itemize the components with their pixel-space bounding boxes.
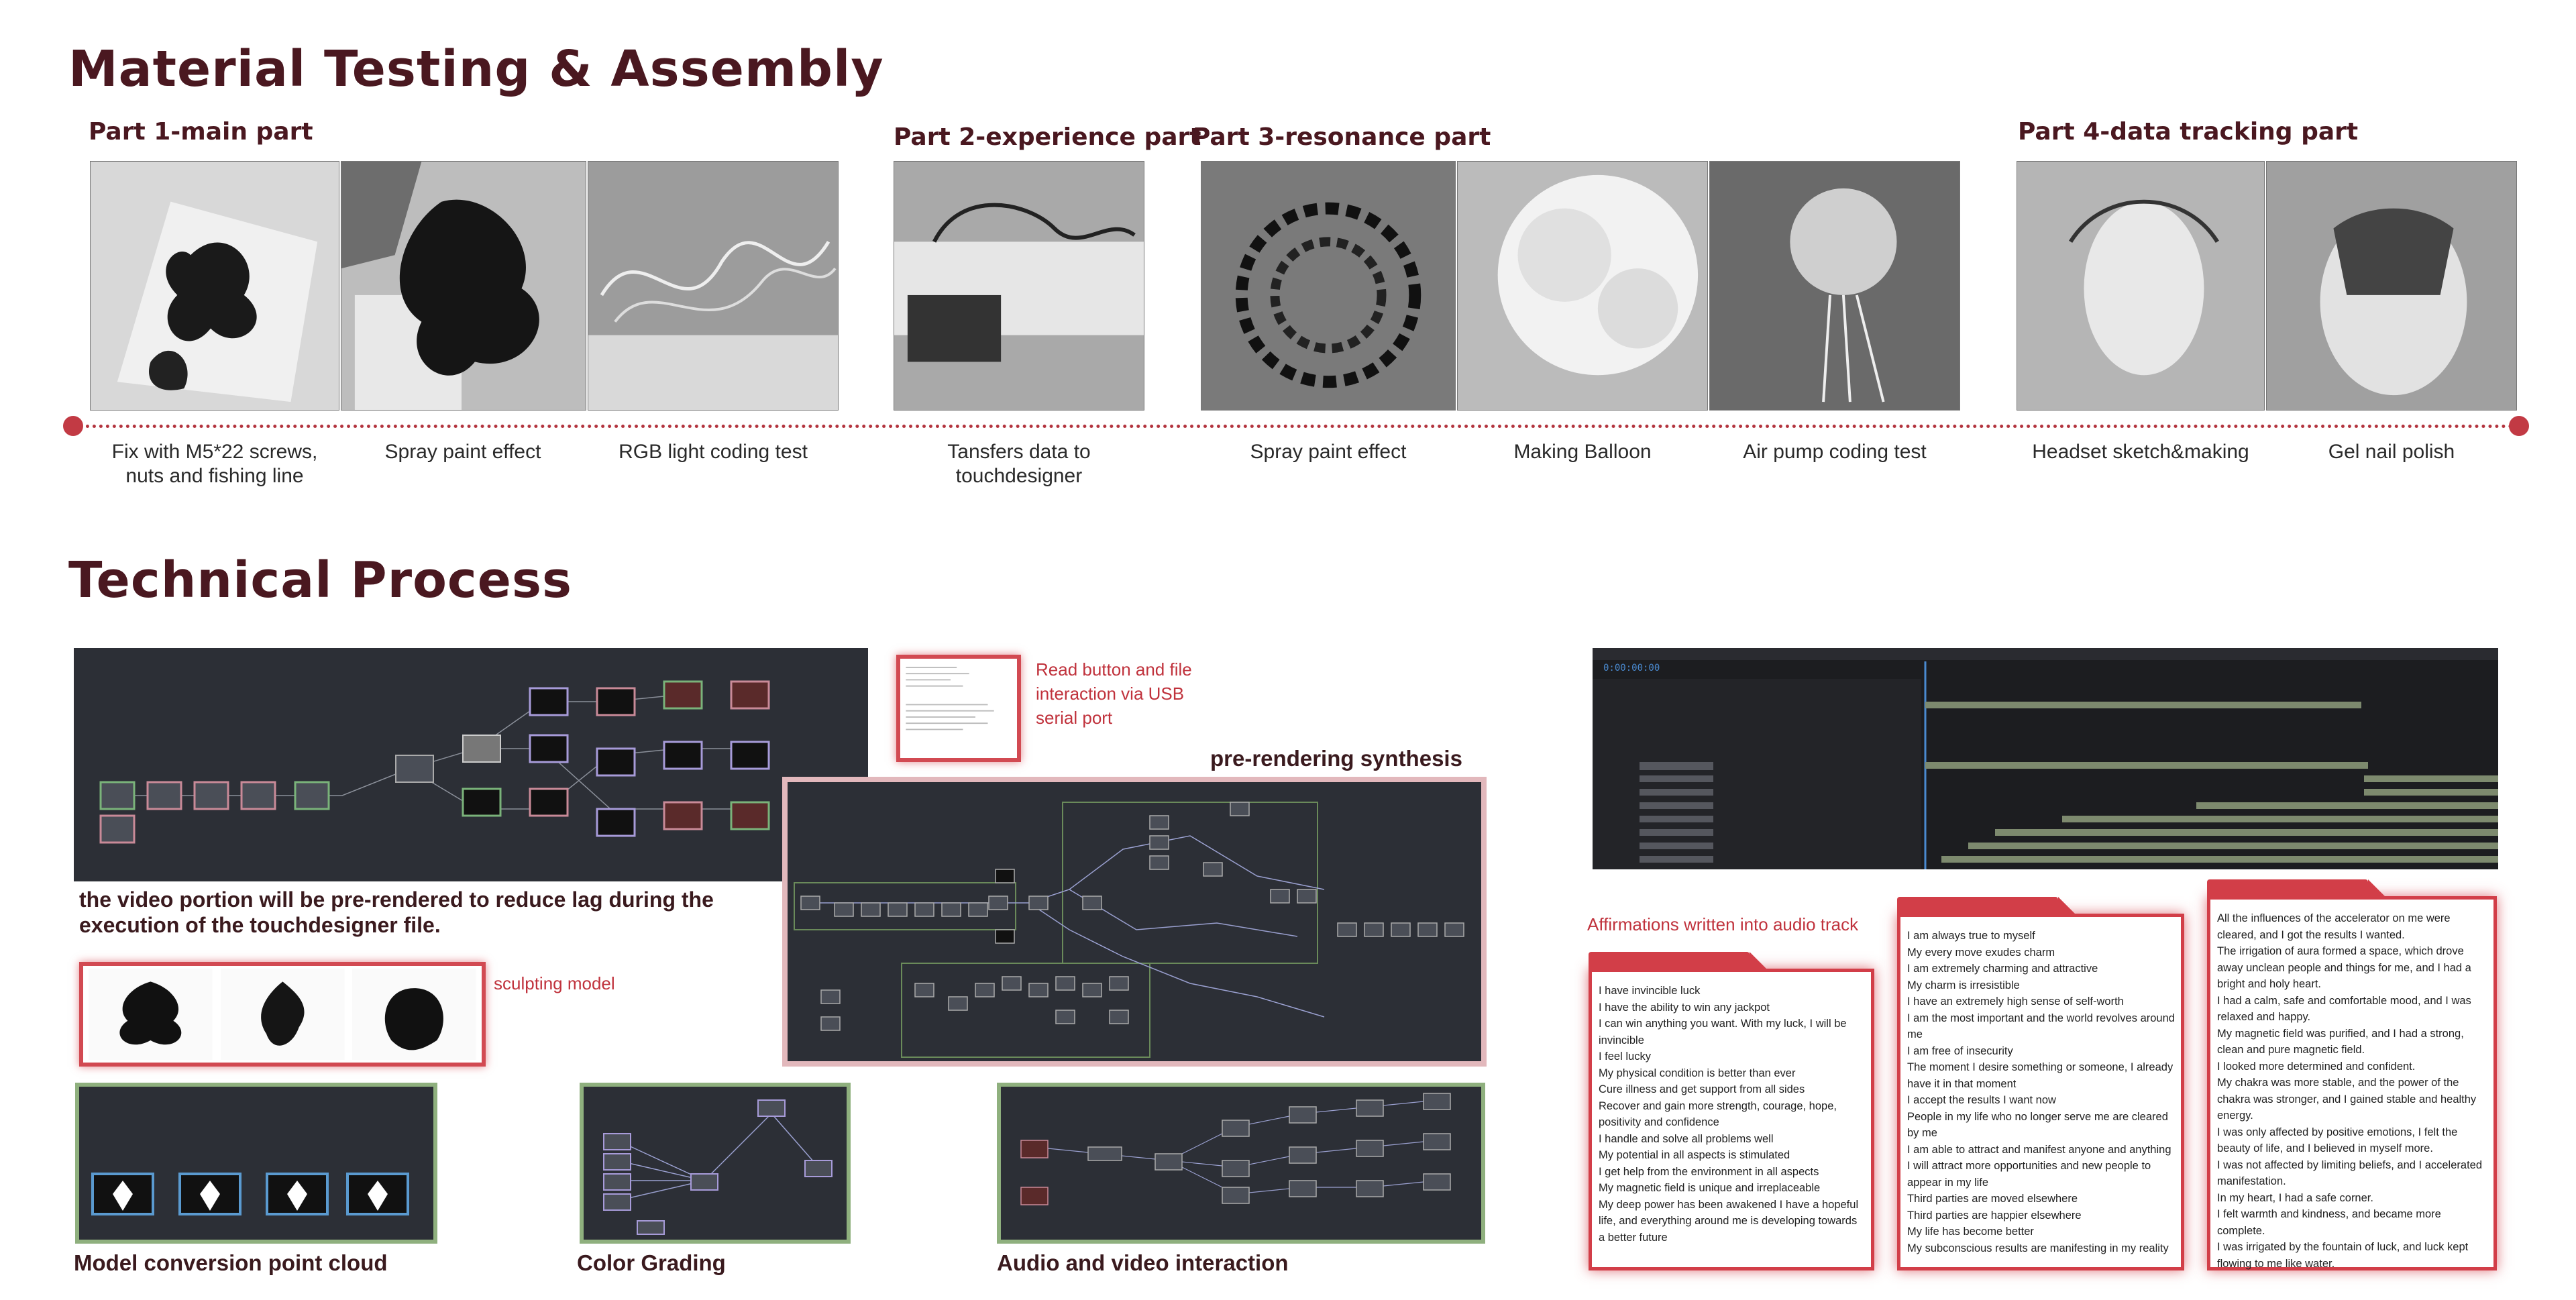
affirmation-line: My charm is irresistible: [1907, 979, 2020, 991]
part-2-label: Part 2-experience part: [894, 123, 1201, 151]
affirmation-line: I looked more determined and confident.: [2217, 1060, 2416, 1073]
caption-screws: Fix with M5*22 screws, nuts and fishing line: [111, 441, 318, 487]
timeline-timecode: 0:00:00:00: [1603, 663, 1660, 673]
affirmation-line: My potential in all aspects is stimulated: [1599, 1149, 1790, 1161]
affirmation-line: Third parties are moved elsewhere: [1907, 1193, 2078, 1205]
affirmations-card-2-tab: [1897, 897, 2058, 917]
affirmation-line: My deep power has been awakened I have a hopeful life, and everything around me is developing towards a better future: [1599, 1198, 1859, 1244]
photo-headset-image: [2017, 162, 2264, 410]
affirmation-line: All the influences of the accelerator on me were cleared, and I got the results I wanted.: [2217, 912, 2451, 941]
affirmation-line: I am the most important and the world revolves around me: [1907, 1012, 2175, 1040]
affirmation-line: My chakra was more stable, and the power of the chakra was stronger, and I gained stable and healthy energy.: [2217, 1077, 2477, 1122]
point-cloud-graph: [79, 1087, 433, 1240]
caption-tansfers: Tansfers data to touchdesigner: [947, 441, 1091, 487]
photo-screws-assembly: [90, 161, 339, 411]
affirmation-line: The irrigation of aura formed a space, which drove away unclean people and things for me, and I had a bright and holy heart.: [2217, 945, 2471, 990]
video-prerender-note: the video portion will be pre-rendered to reduce lag during the execution of the touchdesigner file.: [79, 887, 714, 937]
affirmation-line: My every move exudes charm: [1907, 946, 2055, 959]
affirmation-line: I was not affected by limiting beliefs, and I accelerated manifestation.: [2217, 1158, 2483, 1187]
affirmation-line: I am extremely charming and attractive: [1907, 963, 2098, 975]
affirmation-line: I will attract more opportunities and new people to appear in my life: [1907, 1160, 2151, 1189]
affirmation-line: I handle and solve all problems well: [1599, 1132, 1774, 1145]
affirmation-line: I am always true to myself: [1907, 930, 2035, 942]
photo-spray-paint-1: [341, 161, 586, 411]
audio-video-label: Audio and video interaction: [997, 1250, 1289, 1275]
sculpt-model-1: [86, 969, 215, 1060]
photo-rgb-light: [588, 161, 839, 411]
pre-rendering-label: pre-rendering synthesis: [1210, 746, 1462, 771]
timeline-end-dot: [2509, 416, 2529, 436]
affirmation-line: Recover and gain more strength, courage, hope, positivity and confidence: [1599, 1099, 1837, 1128]
section-title-technical: Technical Process: [68, 551, 573, 609]
audio-video-panel: [997, 1083, 1485, 1244]
caption-air-pump: Air pump coding test: [1743, 441, 1927, 463]
point-cloud-panel: [75, 1083, 437, 1244]
audio-timeline-panel: [1593, 648, 2498, 869]
affirmation-line: I accept the results I want now: [1907, 1094, 2056, 1106]
caption-balloon: Making Balloon: [1513, 441, 1652, 463]
photo-touchdesigner-board: [894, 161, 1144, 411]
read-button-label: Read button and file interaction via USB serial port: [1036, 659, 1192, 728]
point-cloud-label: Model conversion point cloud: [74, 1250, 388, 1275]
timeline-start-dot: [63, 416, 83, 436]
affirmation-line: Cure illness and get support from all sides: [1599, 1083, 1805, 1095]
affirmation-line: I felt warmth and kindness, and became more complete.: [2217, 1208, 2441, 1237]
color-grading-label: Color Grading: [577, 1250, 726, 1275]
photo-headset: [2017, 161, 2265, 411]
sculpting-model-strip: [79, 962, 486, 1067]
photo-air-pump: [1709, 161, 1960, 411]
caption-rgb: RGB light coding test: [619, 441, 808, 463]
photo-making-balloon: [1457, 161, 1708, 411]
audio-timeline-graph: [1593, 648, 2498, 869]
caption-spray-2: Spray paint effect: [1250, 441, 1407, 463]
photo-resonance-spray: [1201, 161, 1456, 411]
photo-screws-image: [91, 162, 339, 410]
affirmation-line: I have the ability to win any jackpot: [1599, 1001, 1770, 1014]
affirmation-line: I had a calm, safe and comfortable mood, and I was relaxed and happy.: [2217, 994, 2471, 1023]
photo-airpump-image: [1710, 162, 1960, 410]
photo-balloon-image: [1458, 162, 1707, 410]
affirmations-card-1-tab: [1589, 952, 1750, 972]
affirmation-line: My physical condition is better than ever: [1599, 1067, 1796, 1079]
affirmation-line: In my heart, I had a safe corner.: [2217, 1191, 2373, 1204]
td-network-panel: [74, 648, 868, 881]
affirmation-line: I feel lucky: [1599, 1050, 1651, 1063]
affirmation-line: My magnetic field was purified, and I had a strong, clean and pure magnetic field.: [2217, 1027, 2464, 1056]
affirmations-label: Affirmations written into audio track: [1587, 914, 1859, 934]
pre-rendering-graph: [788, 782, 1481, 1061]
section-title-material: Material Testing & Assembly: [68, 40, 884, 98]
affirmation-line: My subconscious results are manifesting in my reality: [1907, 1242, 2169, 1254]
photo-board-image: [894, 162, 1144, 410]
part-4-label: Part 4-data tracking part: [2018, 118, 2359, 146]
sculpt-model-3: [350, 969, 479, 1060]
part-1-label: Part 1-main part: [89, 118, 313, 146]
caption-gel-nail: Gel nail polish: [2328, 441, 2455, 463]
part-3-label: Part 3-resonance part: [1193, 123, 1491, 151]
affirmations-card-3-tab: [2207, 879, 2368, 900]
pre-rendering-panel: [782, 777, 1487, 1067]
affirmations-card-2: [1897, 914, 2184, 1270]
caption-headset: Headset sketch&making: [2032, 441, 2249, 463]
affirmation-line: I have an extremely high sense of self-worth: [1907, 995, 2124, 1008]
photo-rgb-image: [588, 162, 838, 410]
color-grading-graph: [584, 1087, 847, 1240]
serial-code-image: [900, 659, 1017, 758]
affirmations-card-1: [1589, 969, 1874, 1270]
photo-resonance-image: [1201, 162, 1455, 410]
photo-spray-image: [341, 162, 586, 410]
sculpting-model-label: sculpting model: [494, 973, 615, 993]
color-grading-panel: [580, 1083, 851, 1244]
affirmation-line: The moment I desire something or someone, I already have it in that moment: [1907, 1061, 2174, 1090]
caption-spray-1: Spray paint effect: [384, 441, 541, 463]
affirmations-list-2: [1900, 917, 2181, 1262]
affirmation-line: I was irrigated by the fountain of luck, and luck kept flowing to me like water.: [2217, 1241, 2469, 1270]
affirmations-card-3: [2207, 896, 2497, 1270]
td-network-graph: [74, 648, 868, 881]
affirmation-line: I can win anything you want. With my luck, I will be invincible: [1599, 1018, 1847, 1046]
affirmation-line: I get help from the environment in all aspects: [1599, 1165, 1819, 1178]
sculpt-model-2: [218, 969, 347, 1060]
affirmation-line: I was only affected by positive emotions, I felt the beauty of life, and I believed in myself more.: [2217, 1126, 2458, 1154]
affirmation-line: I am able to attract and manifest anyone and anything: [1907, 1143, 2171, 1156]
affirmations-list-3: [2210, 900, 2493, 1277]
photo-gel-nail: [2266, 161, 2517, 411]
affirmation-line: I am free of insecurity: [1907, 1044, 2013, 1057]
serial-code-thumbnail: [896, 655, 1021, 762]
timeline-line: [72, 425, 2521, 428]
affirmation-line: Third parties are happier elsewhere: [1907, 1209, 2082, 1222]
affirmation-line: My life has become better: [1907, 1226, 2034, 1238]
affirmation-line: People in my life who no longer serve me are cleared by me: [1907, 1110, 2168, 1139]
affirmation-line: My magnetic field is unique and irreplaceable: [1599, 1182, 1821, 1194]
affirmations-list-1: [1592, 972, 1871, 1251]
affirmation-line: I have invincible luck: [1599, 985, 1701, 997]
photo-nail-image: [2267, 162, 2516, 410]
audio-video-graph: [1001, 1087, 1481, 1240]
